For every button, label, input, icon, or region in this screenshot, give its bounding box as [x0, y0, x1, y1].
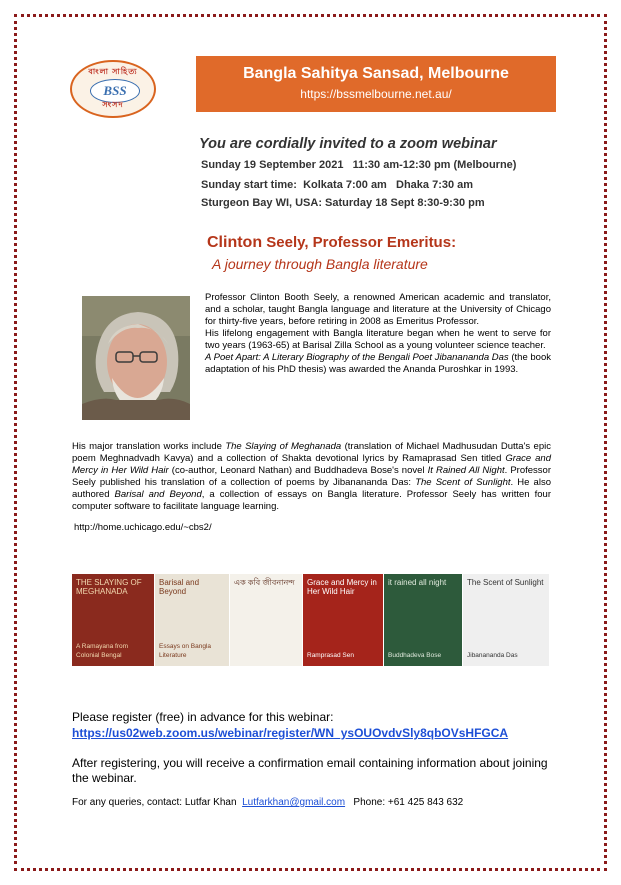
invitation-heading: You are cordially invited to a zoom webinar	[199, 136, 497, 152]
contact-label: For any queries, contact: Lutfar Khan	[72, 797, 243, 808]
works-text: . He also authored	[72, 477, 551, 500]
contact-email-link[interactable]: Lutfarkhan@gmail.com	[242, 797, 346, 808]
contact-line	[72, 797, 463, 808]
bio-text: (the book adaptation of his PhD thesis) was awarded the Ananda Puroshkar in 1993.	[205, 352, 552, 375]
registration-link[interactable]: https://us02web.zoom.us/webinar/register/WN_ysOUOvdvSly8qbOVsHFGCA	[72, 726, 509, 740]
logo-top-text: বাংলা সাহিত্য	[88, 67, 138, 76]
works-text: (translation of Michael Madhusudan Dutta's epic poem Meghnadvadh Kavya) and a collection of Shakta devotional lyrics by Ramaprasad Sen titled	[72, 441, 551, 464]
bio-paragraph	[205, 352, 551, 376]
book-cover-subtitle: A Ramayana from Colonial Bengal	[76, 643, 129, 659]
schedule-line-asia: Sunday start time: Kolkata 7:00 am Dhaka 7:30 am	[201, 179, 474, 191]
book-cover-subtitle: Essays on Bangla Literature	[159, 643, 212, 659]
book-covers-strip	[72, 574, 550, 666]
book-cover	[384, 574, 462, 666]
works-text: (co-author, Leonard Nathan) and Buddhadeva Bose's novel	[168, 465, 428, 476]
book-cover-title: The Scent of Sunlight	[467, 578, 544, 587]
schedule-line-melbourne: Sunday 19 September 2021 11:30 am-12:30 pm (Melbourne)	[201, 159, 517, 171]
book-title-italic: A Poet Apart: A Literary Biography of the Bengali Poet Jibanananda Das	[205, 352, 509, 363]
book-title-italic: It Rained All Night	[427, 465, 505, 476]
book-cover-subtitle: Jibanananda Das	[467, 652, 518, 659]
works-text: . Professor Seely published his translation of a collection of poems by Jibanananda Das:	[72, 465, 552, 488]
contact-phone: Phone: +61 425 843 632	[345, 797, 464, 808]
book-cover	[155, 574, 229, 666]
homepage-link[interactable]: http://home.uchicago.edu/~cbs2/	[74, 522, 212, 533]
bio-paragraph: Professor Clinton Booth Seely, a renowned American academic and translator, and a scholar, taught Bangla language and literature at the University of Chicago for thirty-five years, before retiring in 2008 as Emeritus Professor.	[205, 292, 551, 327]
bss-logo	[70, 60, 156, 118]
book-cover	[303, 574, 383, 666]
works-text: , a collection of essays on Bangla literature. Professor Seely has written four computer software to facilitate language learning.	[72, 489, 551, 512]
book-cover-title: Barisal and Beyond	[159, 578, 200, 596]
talk-title: A journey through Bangla literature	[212, 256, 428, 272]
works-text: His major translation works include	[72, 441, 226, 452]
organization-url[interactable]: https://bssmelbourne.net.au/	[300, 87, 452, 101]
schedule-line-usa: Sturgeon Bay WI, USA: Saturday 18 Sept 8:30-9:30 pm	[201, 197, 485, 209]
book-title-italic: Barisal and Beyond	[114, 489, 202, 500]
registration-note: After registering, you will receive a confirmation email containing information about joining the webinar.	[72, 756, 548, 785]
book-cover-subtitle: Ramprasad Sen	[307, 652, 354, 659]
bio-paragraph: His lifelong engagement with Bangla literature began when he went to serve for two years (1963-65) at Barisal Zilla School as a young volunteer science teacher.	[205, 328, 551, 351]
book-cover-title: it rained all night	[388, 578, 447, 587]
speaker-title: Seely, Professor Emeritus:	[262, 234, 457, 251]
works-paragraph	[72, 441, 551, 513]
book-cover-title: THE SLAYING OF MEGHANADA	[76, 578, 142, 596]
logo-initials: BSS	[90, 79, 140, 103]
book-cover	[463, 574, 549, 666]
book-title-italic: The Slaying of Meghanada	[225, 441, 342, 452]
register-intro: Please register (free) in advance for this webinar:	[72, 710, 334, 724]
logo-bottom-text: সংসদ	[102, 100, 124, 109]
speaker-heading	[207, 234, 456, 252]
book-cover	[72, 574, 154, 666]
book-title-italic: Grace and Mercy in Her Wild Hair	[72, 453, 551, 476]
book-cover-title: এক কবি জীবনানন্দ	[234, 578, 295, 587]
book-cover-subtitle: Buddhadeva Bose	[388, 652, 442, 659]
speaker-photo	[82, 296, 190, 420]
speaker-first-name: Clinton	[207, 234, 263, 251]
book-title-italic: The Scent of Sunlight	[415, 477, 511, 488]
organization-title: Bangla Sahitya Sansad, Melbourne	[243, 65, 509, 82]
book-cover	[230, 574, 302, 666]
speaker-bio	[205, 292, 551, 376]
header-banner	[196, 56, 556, 112]
book-cover-title: Grace and Mercy in Her Wild Hair	[307, 578, 377, 596]
